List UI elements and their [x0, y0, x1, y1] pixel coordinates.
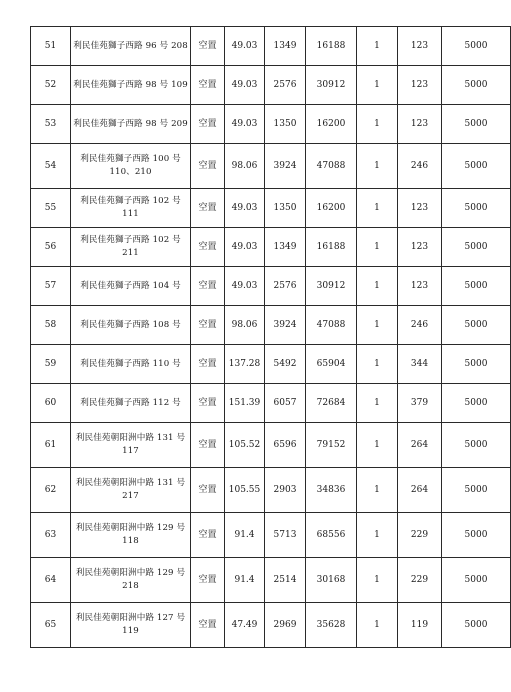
status-cell: 空置 — [191, 267, 225, 306]
table-row — [31, 105, 511, 144]
row-number: 61 — [31, 423, 71, 468]
amount-cell: 5000 — [442, 306, 511, 345]
value-cell-3: 123 — [398, 228, 442, 267]
address-cell: 利民佳苑朝阳洲中路 127 号 119 — [71, 603, 191, 648]
status-cell: 空置 — [191, 384, 225, 423]
address-cell: 利民佳苑獅子西路 110 号 — [71, 345, 191, 384]
value-cell-2: 30912 — [306, 267, 357, 306]
address-cell: 利民佳苑獅子西路 98 号 109 — [71, 66, 191, 105]
table-row — [31, 345, 511, 384]
amount-cell: 5000 — [442, 267, 511, 306]
count-cell: 1 — [357, 267, 398, 306]
property-table — [30, 26, 511, 648]
value-cell-3: 246 — [398, 144, 442, 189]
count-cell: 1 — [357, 468, 398, 513]
value-cell-1: 3924 — [265, 306, 306, 345]
amount-cell: 5000 — [442, 228, 511, 267]
row-number: 65 — [31, 603, 71, 648]
value-cell-3: 379 — [398, 384, 442, 423]
count-cell: 1 — [357, 144, 398, 189]
count-cell: 1 — [357, 66, 398, 105]
amount-cell: 5000 — [442, 384, 511, 423]
table-row — [31, 306, 511, 345]
amount-cell: 5000 — [442, 345, 511, 384]
value-cell-1: 2969 — [265, 603, 306, 648]
amount-cell: 5000 — [442, 513, 511, 558]
address-cell: 利民佳苑朝阳洲中路 129 号 118 — [71, 513, 191, 558]
area-cell: 47.49 — [225, 603, 265, 648]
value-cell-1: 1350 — [265, 189, 306, 228]
address-cell: 利民佳苑獅子西路 96 号 208 — [71, 27, 191, 66]
count-cell: 1 — [357, 228, 398, 267]
address-cell: 利民佳苑朝阳洲中路 131 号 217 — [71, 468, 191, 513]
row-number: 63 — [31, 513, 71, 558]
value-cell-3: 264 — [398, 468, 442, 513]
value-cell-2: 72684 — [306, 384, 357, 423]
value-cell-1: 2514 — [265, 558, 306, 603]
table-row — [31, 513, 511, 558]
value-cell-3: 344 — [398, 345, 442, 384]
value-cell-3: 264 — [398, 423, 442, 468]
count-cell: 1 — [357, 423, 398, 468]
amount-cell: 5000 — [442, 105, 511, 144]
value-cell-2: 16200 — [306, 189, 357, 228]
value-cell-2: 79152 — [306, 423, 357, 468]
table-row — [31, 27, 511, 66]
area-cell: 49.03 — [225, 228, 265, 267]
table-row — [31, 468, 511, 513]
value-cell-3: 123 — [398, 66, 442, 105]
row-number: 59 — [31, 345, 71, 384]
area-cell: 151.39 — [225, 384, 265, 423]
value-cell-3: 123 — [398, 267, 442, 306]
value-cell-2: 68556 — [306, 513, 357, 558]
table-row — [31, 228, 511, 267]
area-cell: 105.55 — [225, 468, 265, 513]
value-cell-1: 5492 — [265, 345, 306, 384]
status-cell: 空置 — [191, 345, 225, 384]
area-cell: 49.03 — [225, 105, 265, 144]
value-cell-3: 229 — [398, 558, 442, 603]
address-cell: 利民佳苑獅子西路 102 号 211 — [71, 228, 191, 267]
row-number: 55 — [31, 189, 71, 228]
area-cell: 49.03 — [225, 66, 265, 105]
status-cell: 空置 — [191, 189, 225, 228]
area-cell: 91.4 — [225, 558, 265, 603]
value-cell-2: 30168 — [306, 558, 357, 603]
address-cell: 利民佳苑獅子西路 102 号 111 — [71, 189, 191, 228]
address-cell: 利民佳苑獅子西路 100 号 110、210 — [71, 144, 191, 189]
row-number: 60 — [31, 384, 71, 423]
table-row — [31, 66, 511, 105]
value-cell-1: 6057 — [265, 384, 306, 423]
count-cell: 1 — [357, 603, 398, 648]
status-cell: 空置 — [191, 144, 225, 189]
value-cell-2: 65904 — [306, 345, 357, 384]
property-table-container — [30, 26, 488, 648]
value-cell-1: 6596 — [265, 423, 306, 468]
status-cell: 空置 — [191, 306, 225, 345]
area-cell: 49.03 — [225, 27, 265, 66]
value-cell-2: 30912 — [306, 66, 357, 105]
value-cell-1: 1350 — [265, 105, 306, 144]
status-cell: 空置 — [191, 558, 225, 603]
table-row — [31, 423, 511, 468]
value-cell-3: 246 — [398, 306, 442, 345]
row-number: 62 — [31, 468, 71, 513]
value-cell-1: 2903 — [265, 468, 306, 513]
table-row — [31, 558, 511, 603]
table-row — [31, 267, 511, 306]
amount-cell: 5000 — [442, 603, 511, 648]
row-number: 57 — [31, 267, 71, 306]
status-cell: 空置 — [191, 513, 225, 558]
value-cell-3: 123 — [398, 189, 442, 228]
address-cell: 利民佳苑獅子西路 108 号 — [71, 306, 191, 345]
status-cell: 空置 — [191, 468, 225, 513]
status-cell: 空置 — [191, 27, 225, 66]
status-cell: 空置 — [191, 603, 225, 648]
value-cell-2: 16188 — [306, 27, 357, 66]
count-cell: 1 — [357, 105, 398, 144]
area-cell: 137.28 — [225, 345, 265, 384]
status-cell: 空置 — [191, 66, 225, 105]
status-cell: 空置 — [191, 228, 225, 267]
table-row — [31, 189, 511, 228]
address-cell: 利民佳苑朝阳洲中路 129 号 218 — [71, 558, 191, 603]
row-number: 53 — [31, 105, 71, 144]
amount-cell: 5000 — [442, 144, 511, 189]
address-cell: 利民佳苑朝阳洲中路 131 号 117 — [71, 423, 191, 468]
amount-cell: 5000 — [442, 468, 511, 513]
area-cell: 49.03 — [225, 267, 265, 306]
row-number: 51 — [31, 27, 71, 66]
amount-cell: 5000 — [442, 558, 511, 603]
count-cell: 1 — [357, 558, 398, 603]
value-cell-3: 123 — [398, 27, 442, 66]
value-cell-2: 34836 — [306, 468, 357, 513]
address-cell: 利民佳苑獅子西路 112 号 — [71, 384, 191, 423]
value-cell-1: 3924 — [265, 144, 306, 189]
amount-cell: 5000 — [442, 27, 511, 66]
status-cell: 空置 — [191, 105, 225, 144]
row-number: 64 — [31, 558, 71, 603]
amount-cell: 5000 — [442, 189, 511, 228]
value-cell-2: 47088 — [306, 144, 357, 189]
status-cell: 空置 — [191, 423, 225, 468]
value-cell-2: 35628 — [306, 603, 357, 648]
value-cell-2: 47088 — [306, 306, 357, 345]
count-cell: 1 — [357, 27, 398, 66]
value-cell-2: 16188 — [306, 228, 357, 267]
area-cell: 91.4 — [225, 513, 265, 558]
row-number: 58 — [31, 306, 71, 345]
value-cell-1: 5713 — [265, 513, 306, 558]
table-row — [31, 384, 511, 423]
area-cell: 98.06 — [225, 306, 265, 345]
count-cell: 1 — [357, 384, 398, 423]
value-cell-1: 2576 — [265, 66, 306, 105]
row-number: 52 — [31, 66, 71, 105]
row-number: 54 — [31, 144, 71, 189]
amount-cell: 5000 — [442, 423, 511, 468]
area-cell: 105.52 — [225, 423, 265, 468]
table-row — [31, 603, 511, 648]
count-cell: 1 — [357, 189, 398, 228]
amount-cell: 5000 — [442, 66, 511, 105]
value-cell-2: 16200 — [306, 105, 357, 144]
area-cell: 49.03 — [225, 189, 265, 228]
area-cell: 98.06 — [225, 144, 265, 189]
value-cell-1: 1349 — [265, 228, 306, 267]
table-row — [31, 144, 511, 189]
value-cell-1: 1349 — [265, 27, 306, 66]
value-cell-3: 123 — [398, 105, 442, 144]
count-cell: 1 — [357, 306, 398, 345]
value-cell-3: 119 — [398, 603, 442, 648]
row-number: 56 — [31, 228, 71, 267]
address-cell: 利民佳苑獅子西路 98 号 209 — [71, 105, 191, 144]
address-cell: 利民佳苑獅子西路 104 号 — [71, 267, 191, 306]
value-cell-1: 2576 — [265, 267, 306, 306]
count-cell: 1 — [357, 345, 398, 384]
count-cell: 1 — [357, 513, 398, 558]
value-cell-3: 229 — [398, 513, 442, 558]
